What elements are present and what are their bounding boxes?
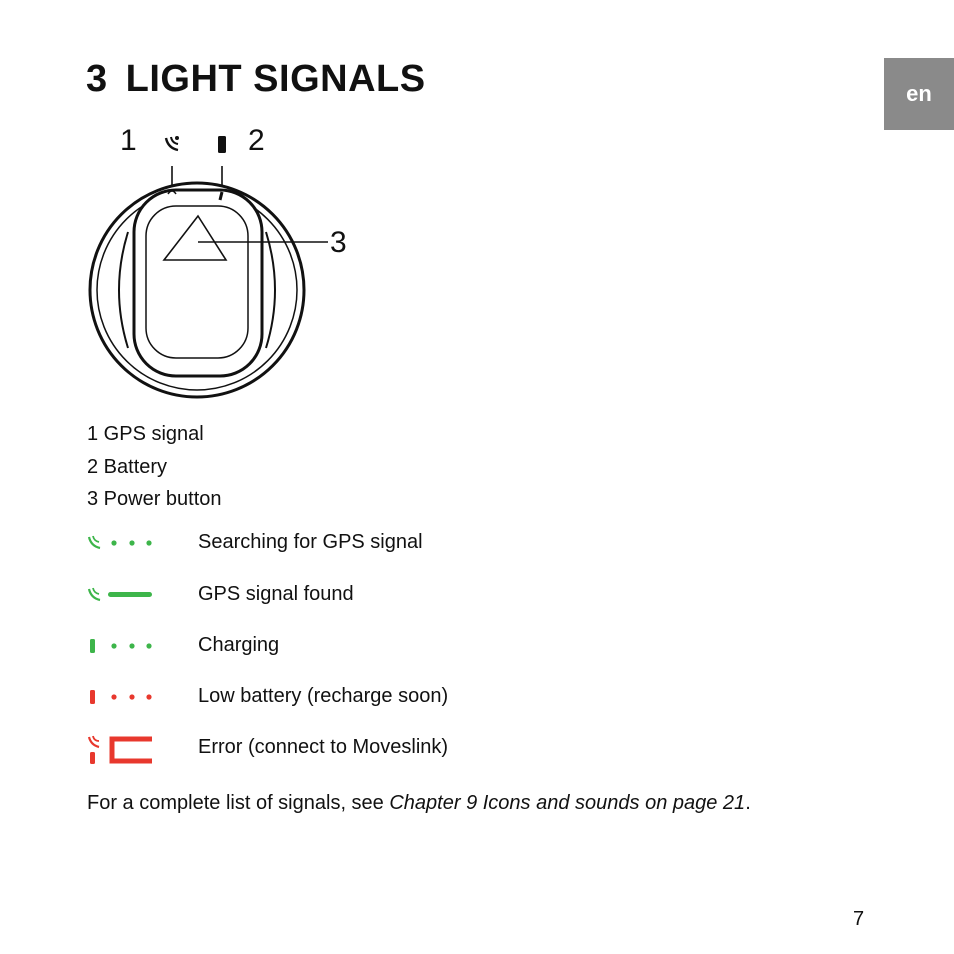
language-tab-label: en: [906, 81, 932, 106]
gps-icon: [166, 136, 179, 150]
gps-blinking-green-icon: [86, 528, 156, 560]
section-title: LIGHT SIGNALS: [125, 58, 426, 100]
signal-row: [86, 631, 886, 663]
device-right-band: [266, 232, 275, 348]
page-number: 7: [853, 908, 865, 930]
signal-row: [86, 580, 886, 612]
error-red-icon: [86, 733, 156, 765]
legend-item: 2 Battery: [87, 455, 168, 478]
battery-led-mark: [220, 192, 222, 200]
signal-row: [86, 528, 886, 560]
signal-label: Charging: [198, 634, 280, 656]
battery-blinking-red-icon: [86, 682, 156, 714]
callout-2: 2: [248, 124, 265, 157]
device-left-band: [119, 232, 128, 348]
signal-label: GPS signal found: [198, 583, 354, 605]
chapter-reference-link[interactable]: Chapter 9 Icons and sounds on page 21: [389, 792, 746, 814]
signal-label: Searching for GPS signal: [198, 531, 423, 553]
reference-note: [87, 792, 751, 815]
figure-legend: [87, 418, 222, 516]
signal-row: [86, 733, 886, 765]
language-tab[interactable]: [884, 58, 954, 130]
section-number: 3: [86, 58, 108, 100]
signal-label: Error (connect to Moveslink): [198, 736, 449, 758]
section-heading: [86, 58, 426, 101]
reference-prefix: For a complete list of signals, see: [87, 792, 390, 814]
signal-label: Low battery (recharge soon): [198, 685, 449, 707]
device-illustration: [80, 120, 370, 400]
legend-item: 1 GPS signal: [87, 423, 204, 445]
device-drawing: [80, 120, 370, 400]
callout-1: 1: [120, 124, 137, 157]
battery-icon: [218, 136, 226, 153]
signal-row: [86, 682, 886, 714]
callout-3: 3: [330, 226, 347, 259]
gps-solid-green-icon: [86, 580, 156, 612]
reference-suffix: .: [745, 792, 751, 814]
legend-item: 3 Power button: [87, 488, 222, 510]
battery-blinking-green-icon: [86, 631, 156, 663]
